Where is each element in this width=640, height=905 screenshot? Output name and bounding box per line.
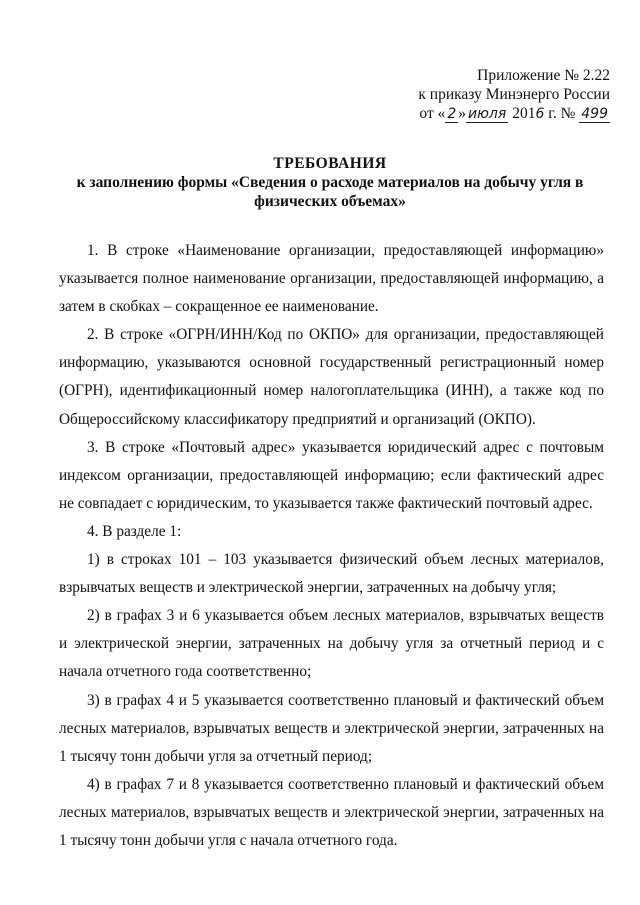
document-title (60, 154, 600, 211)
subparagraph-3: 3) в графах 4 и 5 указывается соответственно плановый и фактический объем лесных материалов, взрывчатых веществ и электрической энергии, затраченных на 1 тысячу тонн добычи угля за отчетный период; (59, 691, 604, 765)
subparagraph-4: 4) в графах 7 и 8 указывается соответственно плановый и фактический объем лесных материалов, взрывчатых веществ и электрической энергии, затраченных на 1 тысячу тонн добычи угля с начала отчетного года. (59, 775, 604, 849)
document-body (59, 237, 604, 855)
handwritten-year-digit: 6 (535, 106, 545, 122)
date-prefix: от « (419, 105, 446, 122)
paragraph-3: 3. В строке «Почтовый адрес» указывается юридический адрес с почтовым индексом организации, предоставляющей информацию; если фактический адрес не совпадает с юридическим, то указывается также фактический почтовый адрес. (59, 438, 604, 512)
subparagraph-2: 2) в графах 3 и 6 указывается объем лесных материалов, взрывчатых веществ и электрической энергии, затраченных на добычу угля за отчетный период и с начала отчетного года соответственно; (59, 607, 604, 681)
paragraph-2: 2. В строке «ОГРН/ИНН/Код по ОКПО» для организации, предоставляющей информацию, указываются основной государственный регистрационный номер (ОГРН), идентификационный номер налогоплательщика (ИНН), а также код по Общероссийскому классификатору предприятий и организаций (ОКПО). (59, 326, 604, 428)
appendix-number: Приложение № 2.22 (477, 67, 610, 84)
handwritten-day: 2 (447, 106, 457, 122)
date-mid: » (458, 105, 467, 122)
title-subtitle: к заполнению формы «Сведения о расходе материалов на добычу угля в физических объемах» (76, 174, 584, 210)
date-suffix: г. № (548, 105, 576, 122)
handwritten-month: июля (468, 106, 507, 122)
appendix-order-reference: к приказу Минэнерго России (418, 86, 610, 103)
paragraph-4: 4. В разделе 1: (87, 522, 182, 540)
date-year-prefix: 201 (512, 105, 536, 122)
title-heading: ТРЕБОВАНИЯ (273, 155, 387, 172)
appendix-header (380, 66, 610, 124)
appendix-date-line (380, 104, 610, 124)
paragraph-1: 1. В строке «Наименование организации, предоставляющей информацию» указывается полное наименование организации, предоставляющей информацию, а затем в скобках – сокращенное ее наименование. (59, 242, 604, 316)
handwritten-order-number: 499 (581, 106, 608, 122)
subparagraph-1: 1) в строках 101 – 103 указывается физический объем лесных материалов, взрывчатых веществ и электрической энергии, затраченных на добычу угля; (59, 551, 604, 597)
